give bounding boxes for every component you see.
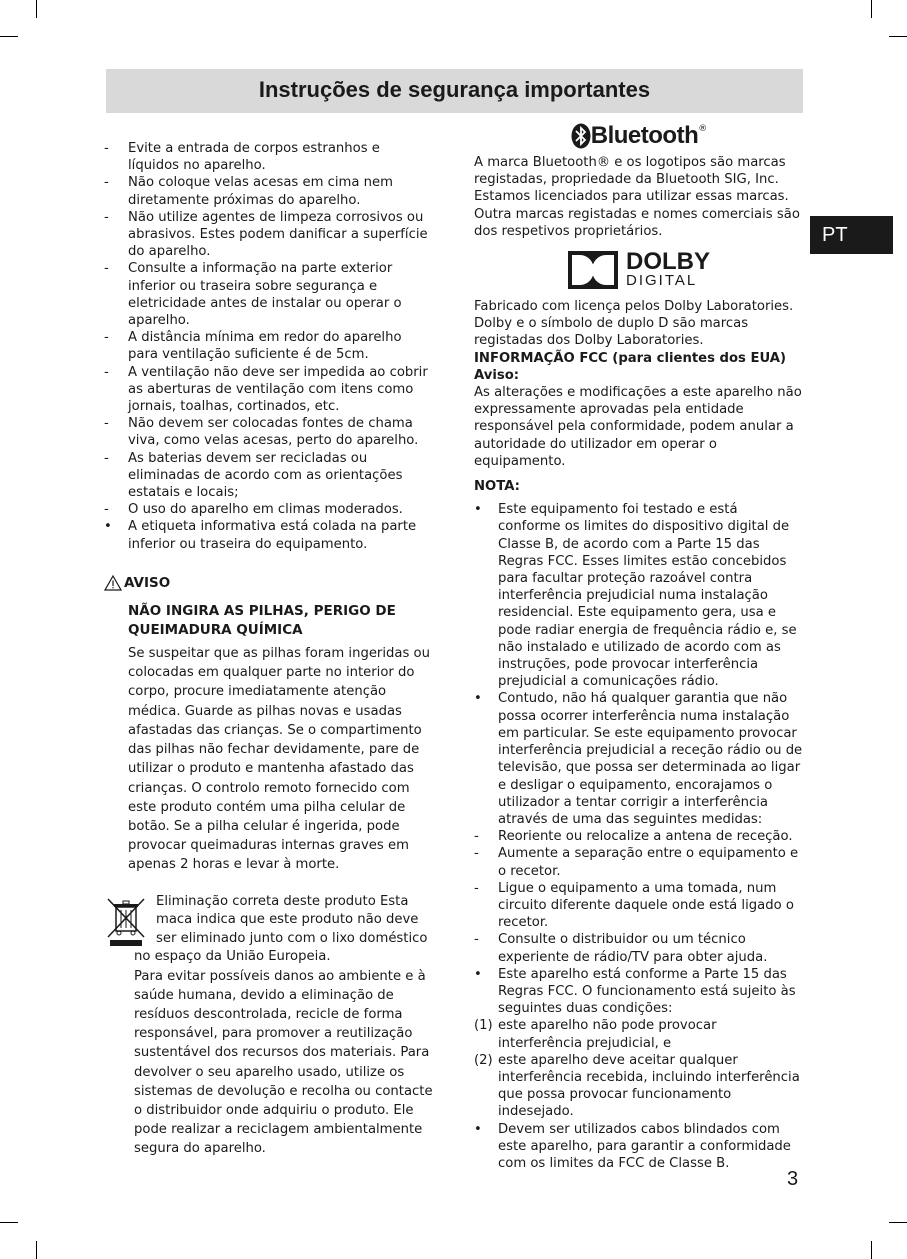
list-item: [474, 690, 804, 828]
list-marker: -: [104, 175, 109, 191]
list-marker: •: [474, 1121, 482, 1137]
bluetooth-wordmark: Bluetooth: [590, 122, 699, 150]
list-item-text: Este aparelho está conforme a Parte 15 das Regras FCC. O funcionamento está sujeito às seguintes duas condições:: [498, 966, 796, 1017]
dolby-sub: DIGITAL: [626, 272, 698, 290]
warning-subheading: NÃO INGIRA AS PILHAS, PERIGO DE QUEIMADURA QUÍMICA: [128, 603, 396, 639]
list-item-text: Devem ser utilizados cabos blindados com este aparelho, para garantir a conformidade com os limites da FCC de Classe B.: [498, 1121, 791, 1171]
list-item-text: O uso do aparelho em climas moderados.: [128, 502, 403, 518]
list-item-text: Este equipamento foi testado e está conforme os limites do dispositivo digital de Classe B, de acordo com a Parte 15 das Regras FCC. Esses limites estão concebidos para facultar proteção razoável contra interferência prejudicial numa instalação residencial. Este equipamento gera, usa e pode radiar energia de frequência rádio e, se não instalado e utilizado de acordo com as instruções, pode provocar interferência prejudicial a comunicações rádio.: [498, 502, 797, 690]
list-marker: -: [104, 261, 109, 277]
disposal-body: Para evitar possíveis danos ao ambiente e à saúde humana, devido a eliminação de resíduos descontrolada, recicle de forma responsável, para promover a reutilização sustentável dos recursos dos materiais. Para devolver o seu aparelho usado, utilize os sistemas de devolução e recolha ou contacte o distribuidor onde adquiriu o produto. Ele pode realizar a reciclagem ambientalmente segura do aparelho.: [134, 968, 433, 1157]
list-marker: -: [104, 502, 109, 518]
list-item-text: Consulte o distribuidor ou um técnico experiente de rádio/TV para obter ajuda.: [498, 932, 768, 965]
list-marker: -: [474, 846, 479, 862]
list-item: [474, 1052, 804, 1121]
crop-mark: [871, 0, 872, 18]
list-item: [474, 966, 804, 1018]
aviso-label: Aviso:: [474, 367, 520, 383]
list-item-text: Ligue o equipamento a uma tomada, num circuito diferente daquele onde está ligado o recetor.: [498, 880, 794, 931]
right-column: [474, 122, 804, 1172]
list-item: [104, 450, 434, 502]
bluetooth-logo: [474, 122, 804, 150]
list-item: [474, 828, 804, 845]
fcc-heading: INFORMAÇÃO FCC (para clientes dos EUA): [474, 350, 787, 366]
list-item: [104, 518, 434, 552]
list-item: [474, 931, 804, 965]
list-marker: •: [474, 691, 482, 707]
list-item: [474, 845, 804, 879]
nota-label: NOTA:: [474, 479, 520, 495]
dolby-word: DOLBY: [626, 248, 710, 276]
list-item-text: Não devem ser colocadas fontes de chama viva, como velas acesas, perto do aparelho.: [128, 416, 419, 449]
list-marker: -: [104, 141, 109, 156]
list-item-text: este aparelho deve aceitar qualquer interferência recebida, incluindo interferência que possa provocar funcionamento indesejado.: [498, 1052, 800, 1120]
dolby-logo: [474, 248, 804, 292]
left-column: [104, 140, 434, 1159]
disposal-intro-tail: no espaço da União Europeia.: [134, 949, 331, 965]
list-marker: •: [474, 502, 482, 518]
list-item: [104, 501, 434, 518]
dolby-text: Fabricado com licença pelos Dolby Laboratories. Dolby e o símbolo de duplo D são marcas registadas dos Dolby Laboratories.: [474, 299, 794, 349]
crop-mark: [0, 36, 18, 37]
list-item-text: Evite a entrada de corpos estranhos e líquidos no aparelho.: [128, 141, 380, 174]
list-marker: •: [104, 519, 112, 535]
list-item: [474, 1121, 804, 1173]
list-item: [104, 140, 434, 174]
list-item: [104, 209, 434, 261]
language-tab: [810, 216, 893, 254]
list-item-text: Aumente a separação entre o equipamento e o recetor.: [498, 846, 799, 879]
disposal-section: [104, 893, 434, 1159]
list-marker: -: [104, 450, 109, 466]
page-title: Instruções de segurança importantes: [258, 77, 651, 102]
list-marker: •: [474, 966, 482, 982]
list-item: [104, 415, 434, 449]
nota-list: [474, 501, 804, 1172]
warning-heading-label: AVISO: [124, 574, 171, 591]
safety-list: [104, 140, 434, 553]
registered-mark-icon: ®: [698, 124, 708, 135]
list-item-text: este aparelho não pode provocar interferência prejudicial, e: [498, 1018, 717, 1051]
list-item: [474, 1017, 804, 1051]
bluetooth-text: A marca Bluetooth® e os logotipos são marcas registadas, propriedade da Bluetooth SIG, Inc. Estamos licenciados para utilizar essas marcas. Outra marcas registadas e nomes comerciais são dos respetivos proprietários.: [474, 155, 800, 239]
list-marker: -: [104, 416, 109, 432]
list-item: [104, 364, 434, 416]
list-item-text: Consulte a informação na parte exterior inferior ou traseira sobre segurança e eletricidade antes de instalar ou operar o aparelho.: [128, 261, 402, 329]
crossed-bin-icon: [104, 895, 148, 947]
list-marker: -: [474, 932, 479, 948]
list-item-text: A distância mínima em redor do aparelho para ventilação suficiente é de 5cm.: [128, 330, 402, 363]
list-item-text: A ventilação não deve ser impedida ao cobrir as aberturas de ventilação com itens como jornais, toalhas, cortinados, etc.: [128, 364, 428, 415]
crop-mark: [889, 1222, 907, 1223]
list-marker: -: [474, 829, 479, 845]
list-item: [104, 329, 434, 363]
list-marker: -: [104, 364, 109, 380]
crop-mark: [36, 1241, 37, 1259]
list-item: [474, 880, 804, 932]
crop-mark: [871, 1241, 872, 1259]
list-item-text: Não utilize agentes de limpeza corrosivos ou abrasivos. Estes podem danificar a superfície do aparelho.: [128, 209, 428, 260]
list-marker: -: [104, 209, 109, 225]
list-item-text: Reoriente ou relocalize a antena de receção.: [498, 829, 793, 845]
aviso-text: As alterações e modificações a este aparelho não expressamente aprovadas pela entidade responsável pela conformidade, podem anular a autoridade do utilizador em operar o equipamento.: [474, 385, 802, 469]
list-item: [104, 174, 434, 208]
list-item-text: As baterias devem ser recicladas ou eliminadas de acordo com as orientações estatais e locais;: [128, 450, 403, 501]
dolby-double-d-icon: [568, 251, 618, 289]
title-bar: [106, 69, 803, 113]
crop-mark: [36, 0, 37, 18]
list-item-text: Não coloque velas acesas em cima nem diretamente próximas do aparelho.: [128, 175, 393, 208]
bluetooth-icon: [571, 123, 591, 149]
disposal-intro: Eliminação correta deste produto Esta maca indica que este produto não deve ser eliminado junto com o lixo doméstico: [156, 893, 428, 946]
dolby-wordmark: [626, 248, 710, 290]
page-number: 3: [787, 1168, 799, 1190]
list-marker: -: [104, 330, 109, 346]
crop-mark: [889, 36, 907, 37]
list-item-text: Contudo, não há qualquer garantia que não possa ocorrer interferência numa instalação em particular. Se este equipamento provocar interferência prejudicial a receção rádio ou de televisão, que possa ser determinada ao ligar e desligar o equipamento, encorajamos o utilizador a tentar corrigir a interferência através de uma das seguintes medidas:: [498, 691, 803, 827]
language-tab-label: PT: [822, 224, 848, 246]
list-marker: (2): [474, 1052, 493, 1068]
warning-triangle-icon: [104, 575, 122, 591]
list-item-text: A etiqueta informativa está colada na parte inferior ou traseira do equipamento.: [128, 519, 417, 552]
list-item: [474, 501, 804, 690]
crop-mark: [0, 1222, 18, 1223]
list-marker: -: [474, 880, 479, 896]
list-marker: (1): [474, 1018, 493, 1034]
warning-heading: [104, 575, 434, 592]
warning-body: Se suspeitar que as pilhas foram ingeridas ou colocadas em qualquer parte no interior do corpo, procure imediatamente atenção médica. Guarde as pilhas novas e usadas afastadas das crianças. Se o compartimento das pilhas não fechar devidamente, pare de utilizar o produto e mantenha afastado das crianças. O controlo remoto fornecido com este produto contém uma pilha celular de botão. Se a pilha celular é ingerida, pode provocar queimaduras internas graves em apenas 2 horas e levar à morte.: [128, 646, 430, 873]
list-item: [104, 260, 434, 329]
